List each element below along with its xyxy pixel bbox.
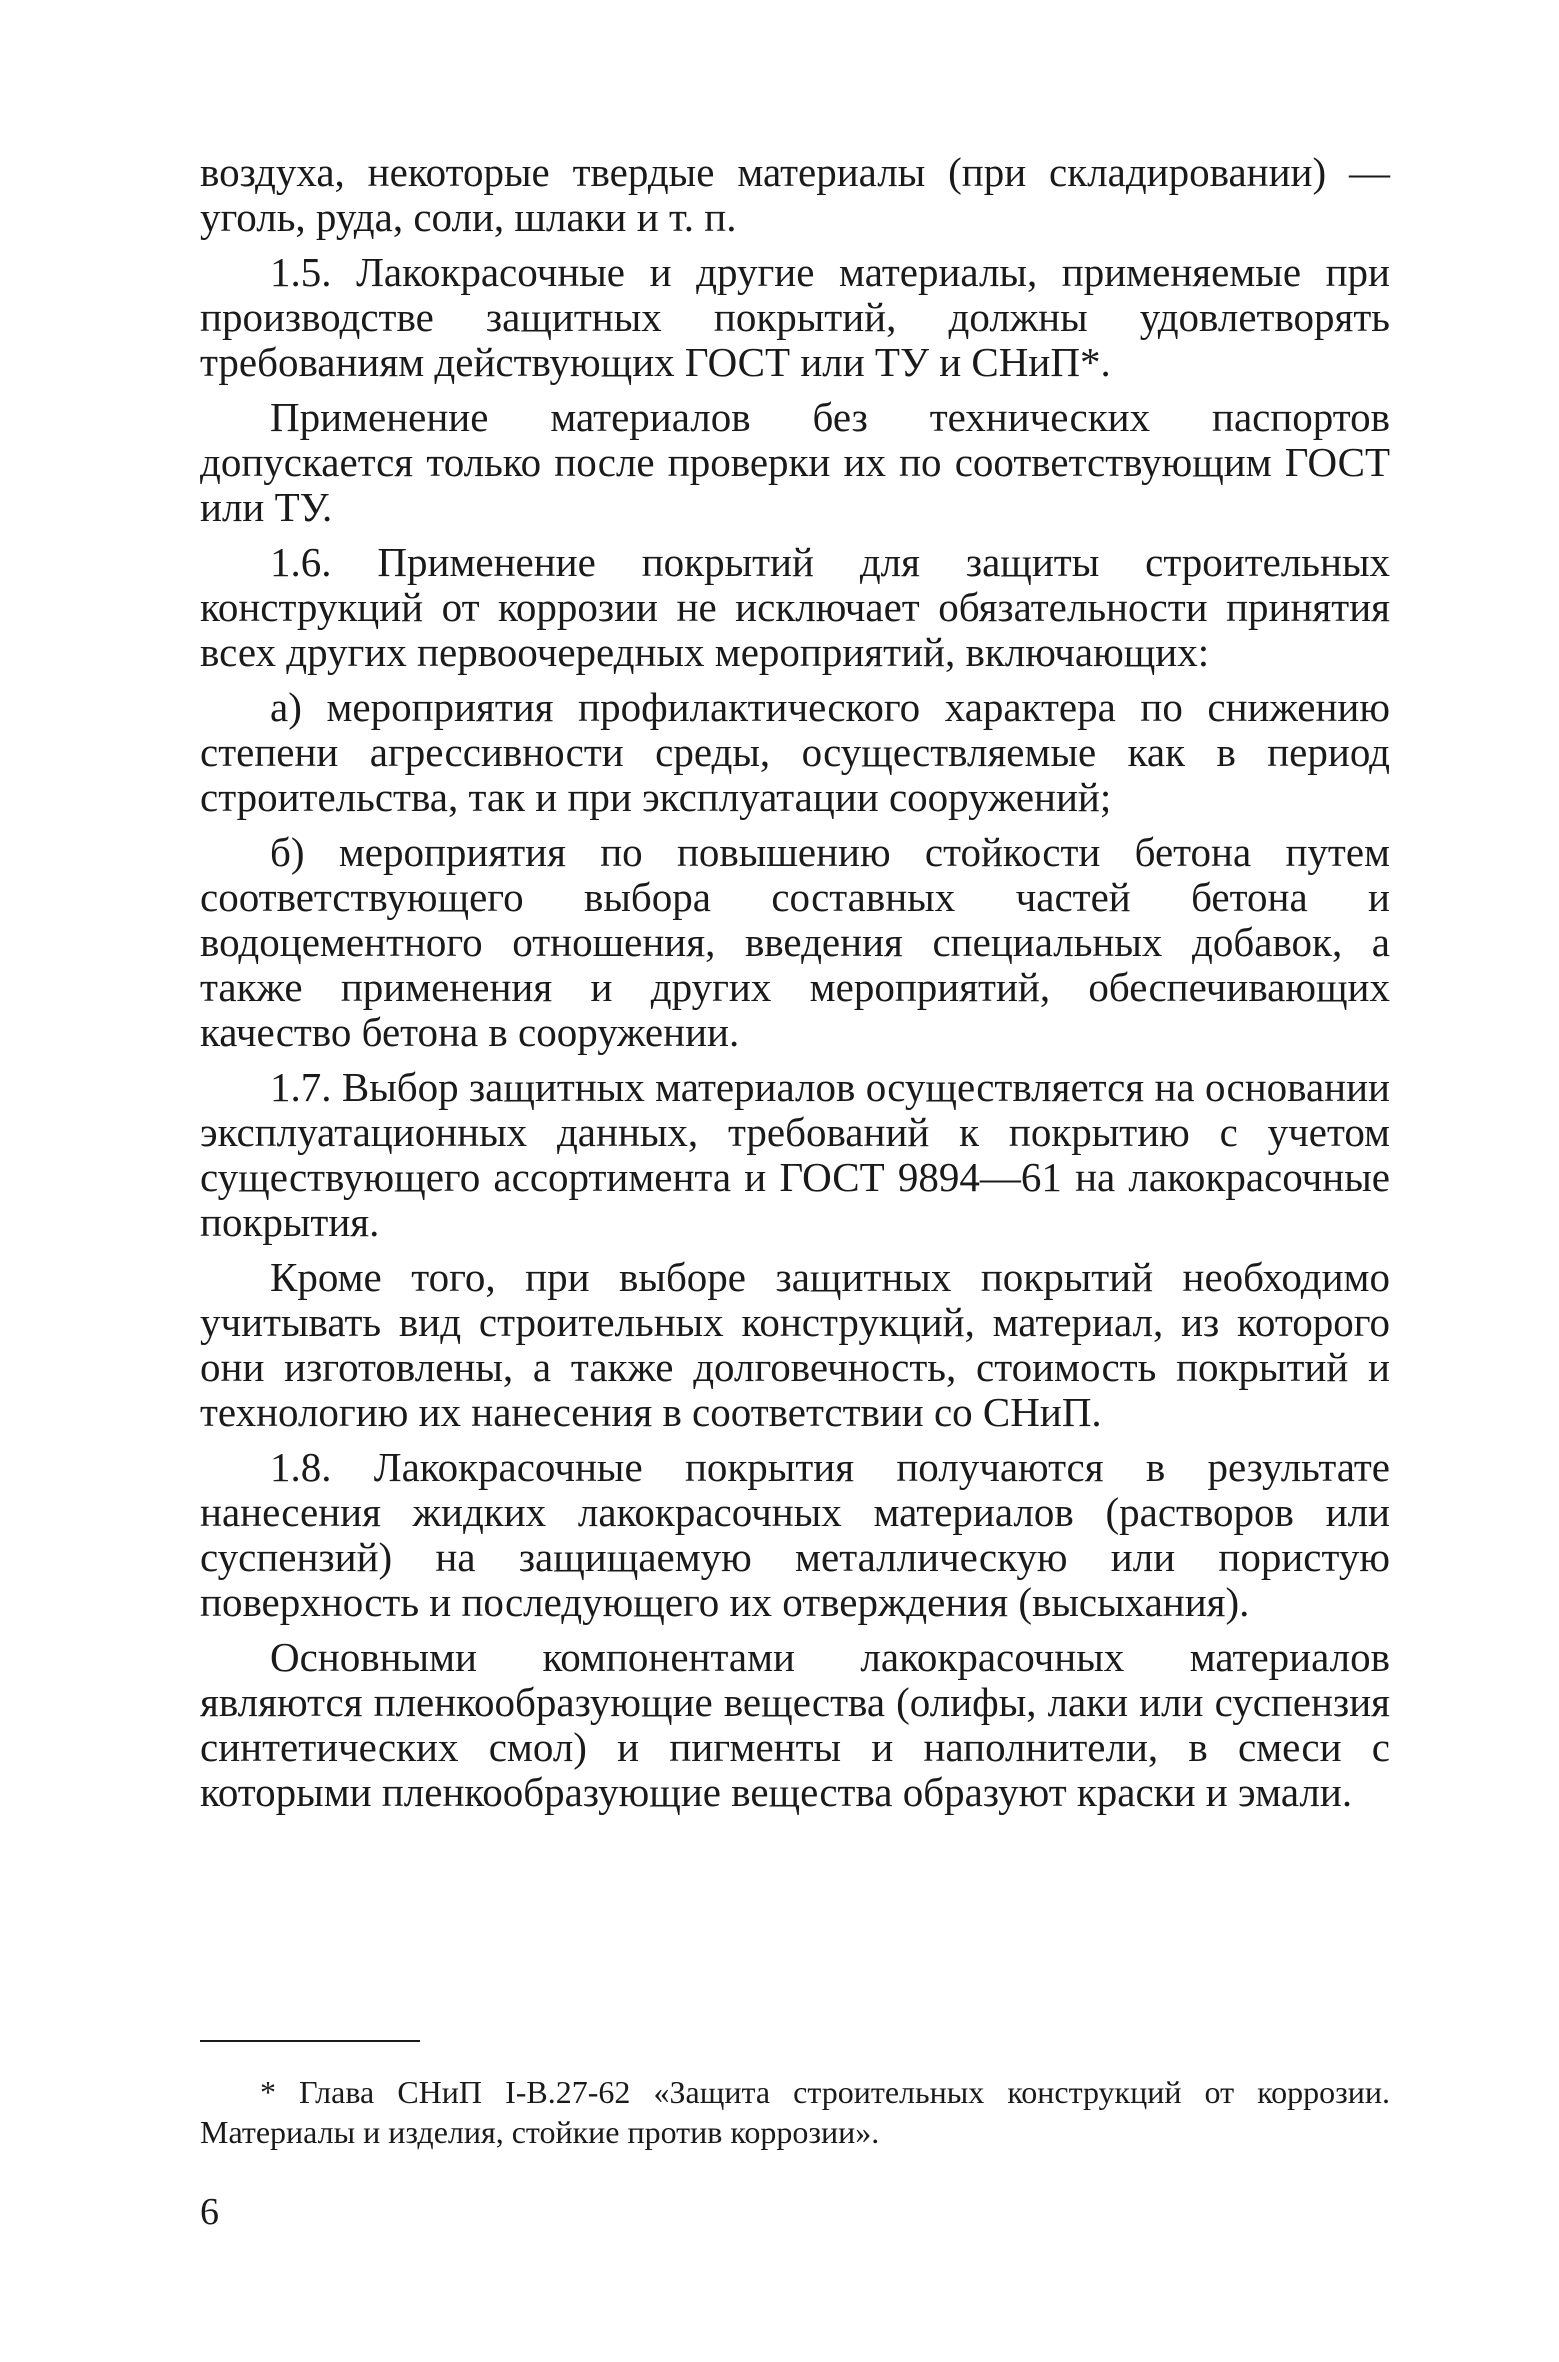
list-item-b: б) мероприятия по повышению стойкости бетона путем соответствующего выбора составных частей бетона и водоцементного отношения, введения специальных добавок, а также применения и других мероприятий, обеспечивающих качество бетона в сооружении. <box>200 829 1390 1055</box>
paragraph-1-5-note: Применение материалов без технических паспортов допускается только после проверки их по соответствующим ГОСТ или ТУ. <box>200 394 1390 530</box>
paragraph-1-7: 1.7. Выбор защитных материалов осуществляется на основании эксплуатационных данных, требований к покрытию с учетом существующего ассортимента и ГОСТ 9894—61 на лакокрасочные покрытия. <box>200 1064 1390 1245</box>
paragraph-1-7-note: Кроме того, при выборе защитных покрытий необходимо учитывать вид строительных конструкций, материал, из которого они изготовлены, а также долговечность, стоимость покрытий и технологию их нанесения в соответствии со СНиП. <box>200 1254 1390 1435</box>
page-number: 6 <box>200 2191 219 2233</box>
list-item-a: а) мероприятия профилактического характера по снижению степени агрессивности среды, осуществляемые как в период строительства, так и при эксплуатации сооружений; <box>200 684 1390 820</box>
footnote: * Глава СНиП I-В.27-62 «Защита строительных конструкций от коррозии. Материалы и изделия, стойкие против коррозии». <box>200 2074 1390 2150</box>
paragraph-1-6: 1.6. Применение покрытий для защиты строительных конструкций от коррозии не исключает обязательности принятия всех других первоочередных мероприятий, включающих: <box>200 539 1390 675</box>
paragraph-1-8-note: Основными компонентами лакокрасочных материалов являются пленкообразующие вещества (олифы, лаки или суспензия синтетических смол) и пигменты и наполнители, в смеси с которыми пленкообразующие вещества образуют краски и эмали. <box>200 1634 1390 1815</box>
paragraph-1-8: 1.8. Лакокрасочные покрытия получаются в результате нанесения жидких лакокрасочных материалов (растворов или суспензий) на защищаемую металлическую или пористую поверхность и последующего их отверждения (высыхания). <box>200 1444 1390 1625</box>
footnote-divider <box>200 2040 420 2042</box>
paragraph-continuation: воздуха, некоторые твердые материалы (при складировании) —уголь, руда, соли, шлаки и т. п. <box>200 149 1390 240</box>
body-text <box>200 150 1390 1825</box>
paragraph-1-5: 1.5. Лакокрасочные и другие материалы, применяемые при производстве защитных покрытий, должны удовлетворять требованиям действующих ГОСТ или ТУ и СНиП*. <box>200 249 1390 385</box>
